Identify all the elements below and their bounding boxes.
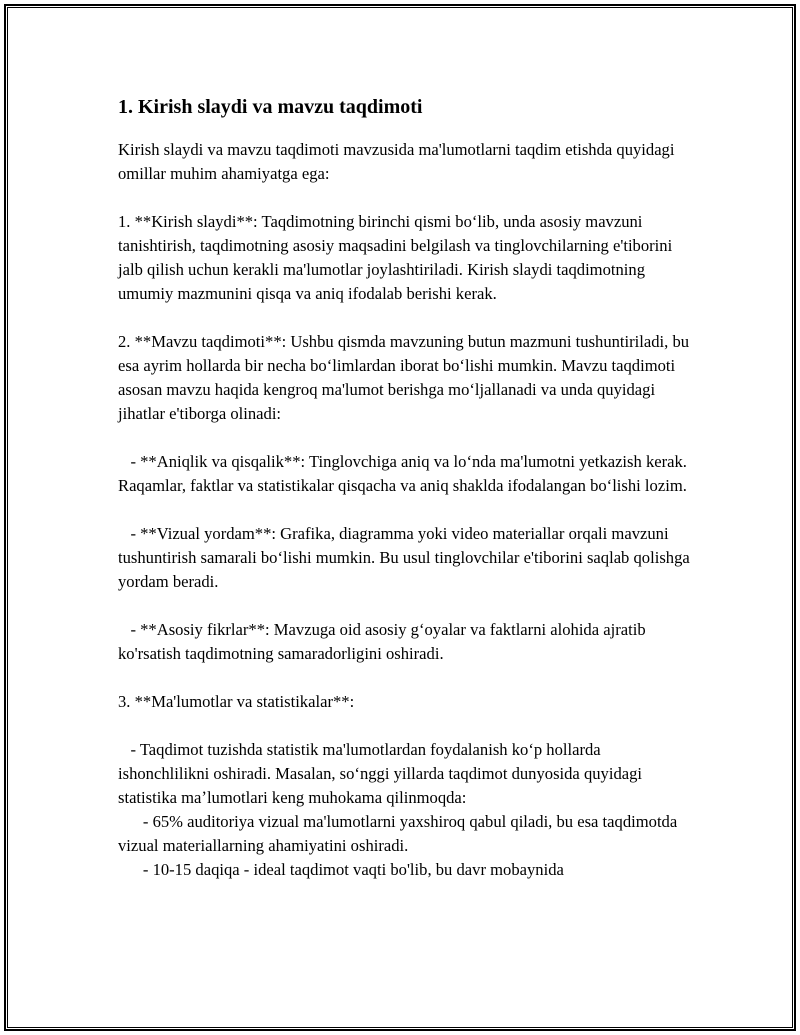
- paragraph-mavzu-taqdimoti: 2. **Mavzu taqdimoti**: Ushbu qismda mavzuning butun mazmuni tushuntiriladi, bu esa ayrim hollarda bir necha boʻlimlardan iborat boʻlishi mumkin. Mavzu taqdimoti asosan mavzu haqida kengroq ma'lumot berishga moʻljallanadi va unda quyidagi jihatlar e'tiborga olinadi:: [118, 332, 694, 423]
- document-body: [118, 94, 694, 882]
- blank-line: [118, 714, 690, 738]
- blank-line: [118, 666, 690, 690]
- paragraph-intro: Kirish slaydi va mavzu taqdimoti mavzusida ma'lumotlarni taqdim etishda quyidagi omillar muhim ahamiyatga ega:: [118, 140, 679, 183]
- blank-line: [118, 306, 690, 330]
- section-heading: 1. Kirish slaydi va mavzu taqdimoti: [118, 96, 423, 118]
- paragraph-statistikalar: 3. **Ma'lumotlar va statistikalar**:: [118, 692, 355, 711]
- blank-line: [118, 594, 690, 618]
- subbullet-65-percent: - 65% auditoriya vizual ma'lumotlarni yaxshiroq qabul qiladi, bu esa taqdimotda vizual materiallarning ahamiyatini oshiradi.: [118, 812, 682, 855]
- blank-line: [118, 186, 690, 210]
- paragraph-kirish-slaydi: 1. **Kirish slaydi**: Taqdimotning birinchi qismi boʻlib, unda asosiy mavzuni tanishtirish, taqdimotning asosiy maqsadini belgilash va tinglovchilarning e'tiborini jalb qilish uchun kerakli ma'lumotlar joylashtiriladi. Kirish slaydi taqdimotning umumiy mazmunini qisqa va aniq ifodalab berishi kerak.: [118, 212, 677, 303]
- bullet-asosiy-fikrlar: - **Asosiy fikrlar**: Mavzuga oid asosiy gʻoyalar va faktlarni alohida ajratib ko'rsatish taqdimotning samaradorligini oshiradi.: [118, 620, 650, 663]
- bullet-taqdimot-tuzishda: - Taqdimot tuzishda statistik ma'lumotlardan foydalanish koʻp hollarda ishonchlilikni oshiradi. Masalan, soʻnggi yillarda taqdimot dunyosida quyidagi statistika maʼlumotlari keng muhokama qilinmoqda:: [118, 740, 647, 807]
- subbullet-10-15-daqiqa: - 10-15 daqiqa - ideal taqdimot vaqti bo'lib, bu davr mobaynida: [118, 860, 564, 879]
- blank-line: [118, 498, 690, 522]
- blank-line: [118, 426, 690, 450]
- bullet-vizual-yordam: - **Vizual yordam**: Grafika, diagramma yoki video materiallar orqali mavzuni tushuntirish samarali boʻlishi mumkin. Bu usul tinglovchilar e'tiborini saqlab qolishga yordam beradi.: [118, 524, 694, 591]
- bullet-aniqlik: - **Aniqlik va qisqalik**: Tinglovchiga aniq va loʻnda ma'lumotni yetkazish kerak. Raqamlar, faktlar va statistikalar qisqacha va aniq shaklda ifodalangan boʻlishi lozim.: [118, 452, 692, 495]
